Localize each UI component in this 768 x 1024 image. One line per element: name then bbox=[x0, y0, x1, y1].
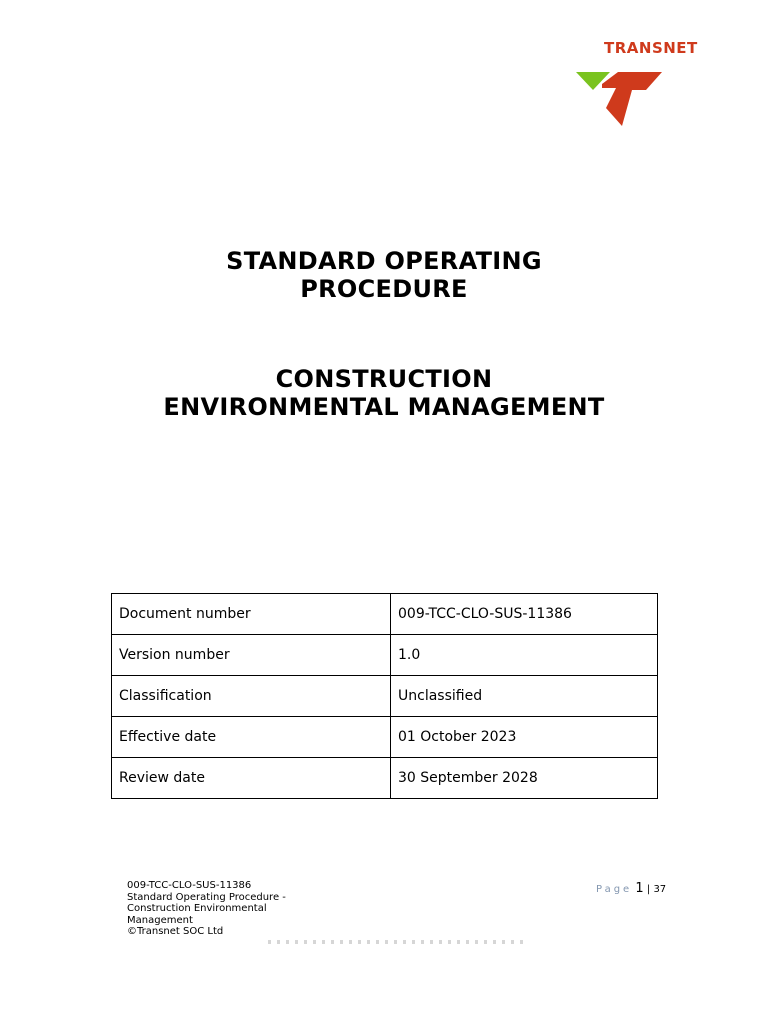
footer-line-3: Construction Environmental bbox=[127, 903, 267, 914]
page-word: Page bbox=[596, 884, 633, 895]
table-row bbox=[112, 758, 658, 799]
footer-doc-info bbox=[127, 880, 327, 938]
table-value-cell: 30 September 2028 bbox=[391, 758, 658, 799]
table-row bbox=[112, 635, 658, 676]
footer-line-4: Management bbox=[127, 914, 193, 926]
footer-doc-number: 009-TCC-CLO-SUS-11386 bbox=[127, 880, 252, 891]
document-title bbox=[0, 247, 768, 303]
logo-text: TRANSNET bbox=[604, 39, 698, 57]
transnet-logo-icon bbox=[572, 68, 702, 130]
table-value-cell: 01 October 2023 bbox=[391, 717, 658, 758]
footer-line-2: Standard Operating Procedure - bbox=[127, 891, 286, 903]
document-subtitle bbox=[0, 365, 768, 421]
table-label-cell: Effective date bbox=[112, 717, 391, 758]
cut-off-text-line bbox=[268, 940, 528, 944]
page-indicator bbox=[596, 881, 666, 896]
page-number: 1 bbox=[635, 881, 644, 896]
subtitle-line-1: CONSTRUCTION bbox=[275, 365, 493, 393]
page-total: 37 bbox=[653, 884, 667, 895]
table-value-cell: 1.0 bbox=[391, 635, 658, 676]
table-value-cell: 009-TCC-CLO-SUS-11386 bbox=[391, 594, 658, 635]
table-label-cell: Review date bbox=[112, 758, 391, 799]
subtitle-line-2: ENVIRONMENTAL MANAGEMENT bbox=[163, 393, 605, 421]
table-row bbox=[112, 594, 658, 635]
title-line-1: STANDARD OPERATING bbox=[226, 247, 542, 275]
page-separator: | bbox=[646, 884, 651, 895]
transnet-logo bbox=[572, 40, 712, 130]
table-label-cell: Version number bbox=[112, 635, 391, 676]
table-row bbox=[112, 717, 658, 758]
table-row bbox=[112, 676, 658, 717]
document-info-table bbox=[111, 593, 658, 799]
logo-red-shape bbox=[602, 72, 662, 126]
table-label-cell: Document number bbox=[112, 594, 391, 635]
footer-copyright: ©Transnet SOC Ltd bbox=[127, 926, 224, 937]
title-line-2: PROCEDURE bbox=[300, 275, 468, 303]
table-label-cell: Classification bbox=[112, 676, 391, 717]
table-value-cell: Unclassified bbox=[391, 676, 658, 717]
